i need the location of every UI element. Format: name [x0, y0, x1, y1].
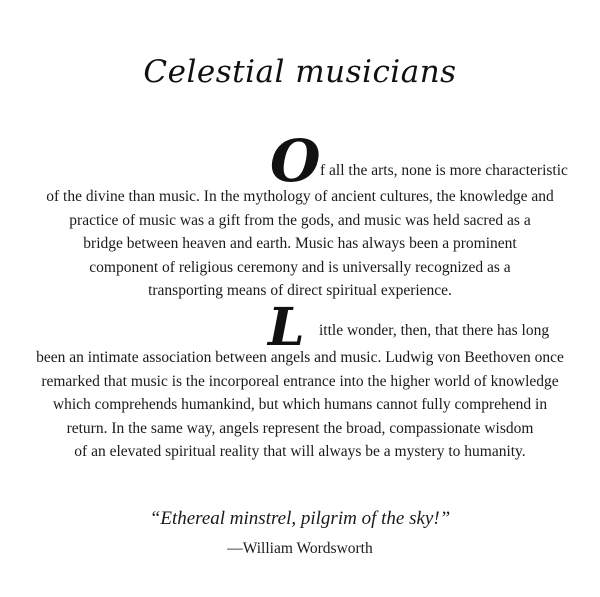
paragraph1-line: bridge between heaven and earth. Music has always been a prominent: [83, 235, 517, 252]
drop-cap-o: O: [270, 127, 321, 195]
paragraph1-line: component of religious ceremony and is universally recognized as a: [89, 258, 511, 276]
page-title: Celestial musicians: [143, 54, 457, 90]
paragraph-1: [0, 185, 600, 303]
epigraph-quote: “Ethereal minstrel, pilgrim of the sky!”: [149, 508, 451, 529]
paragraph2-line: of an elevated spiritual reality that will always be a mystery to humanity.: [74, 443, 526, 460]
paragraph1-line: of the divine than music. In the mythology of ancient cultures, the knowledge and: [46, 188, 554, 205]
paragraph2-line: remarked that music is the incorporeal entrance into the higher world of knowledge: [41, 372, 559, 390]
paragraph2-line: return. In the same way, angels represent the broad, compassionate wisdom: [66, 419, 534, 437]
paragraph-2: [0, 346, 600, 464]
paragraph2-line: which comprehends humankind, but which humans cannot fully comprehend in: [52, 396, 548, 413]
paragraph1-line: practice of music was a gift from the gods, and music was held sacred as a: [69, 211, 531, 229]
paragraph2-first-line: ittle wonder, then, that there has long: [319, 322, 550, 339]
paragraph1-line: transporting means of direct spiritual experience.: [148, 282, 452, 299]
paragraph2-line: been an intimate association between angels and music. Ludwig von Beethoven once: [36, 349, 564, 366]
drop-cap-l: L: [268, 297, 305, 358]
paragraph1-first-line: f all the arts, none is more characteristic: [320, 162, 568, 179]
quote-attribution: —William Wordsworth: [227, 540, 373, 557]
